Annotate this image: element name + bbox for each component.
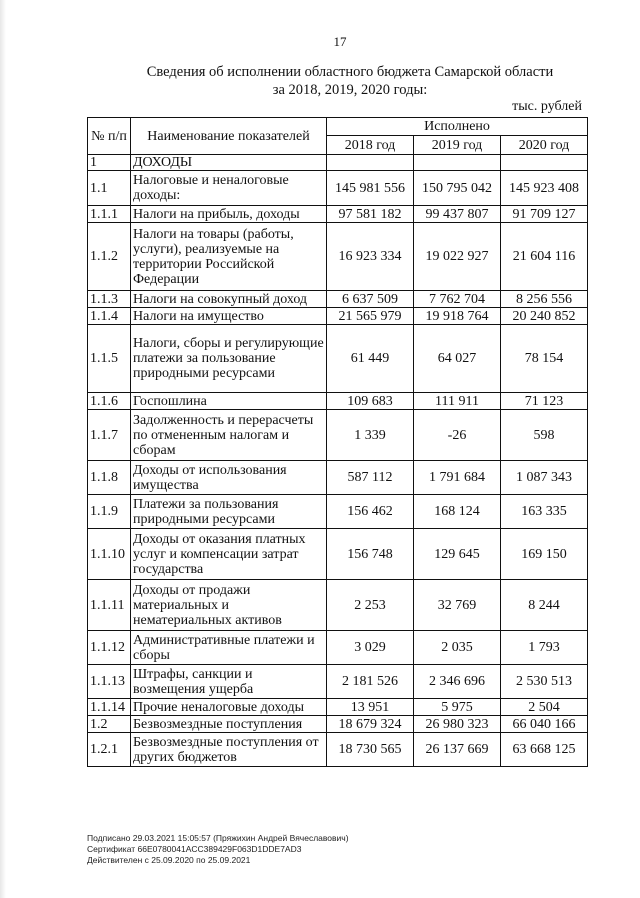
table-row [88,171,588,206]
row-name: Налоги на имущество [131,308,327,325]
row-number: 1.2.1 [88,733,131,767]
row-name: Доходы от использования имущества [131,461,327,495]
title-line-2: за 2018, 2019, 2020 годы: [272,82,428,98]
value-2018: 61 449 [327,325,414,393]
value-2020: 145 923 408 [501,171,588,206]
value-2019: 19 918 764 [414,308,501,325]
value-2020: 63 668 125 [501,733,588,767]
value-2018: 145 981 556 [327,171,414,206]
row-number: 1.1.8 [88,461,131,495]
value-2018: 6 637 509 [327,291,414,308]
value-2019: 2 346 696 [414,665,501,699]
table-row [88,291,588,308]
row-number: 1.1.12 [88,631,131,665]
value-2019: 168 124 [414,495,501,529]
value-2018: 18 679 324 [327,716,414,733]
table-row [88,733,588,767]
value-2020: 91 709 127 [501,206,588,223]
footer-certificate: Сертификат 66E0780041ACC389429F063D1DDE7AD3 [87,844,302,854]
header-year-2019: 2019 год [414,136,501,155]
row-number: 1 [88,155,131,171]
table-row [88,325,588,393]
value-2019: 2 035 [414,631,501,665]
row-number: 1.1.7 [88,410,131,461]
row-name: Госпошлина [131,393,327,410]
header-num: № п/п [88,118,131,155]
value-2019 [414,155,501,171]
value-2018: 16 923 334 [327,223,414,291]
value-2019: 26 980 323 [414,716,501,733]
signature-footer [87,833,349,866]
value-2019: 129 645 [414,529,501,580]
row-name: Налоги на товары (работы, услуги), реализуемые на территории Российской Федерации [131,223,327,291]
table-header [88,118,588,155]
row-name: Безвозмездные поступления [131,716,327,733]
budget-table [87,117,588,767]
value-2018: 156 462 [327,495,414,529]
value-2019: 26 137 669 [414,733,501,767]
footer-signed: Подписано 29.03.2021 15:05:57 (Пряжихин Андрей Вячеславович) [87,833,349,843]
row-name: Административные платежи и сборы [131,631,327,665]
title-line-1: Сведения об исполнении областного бюджета Самарской области [146,64,554,80]
value-2019: 1 791 684 [414,461,501,495]
table-row [88,495,588,529]
table-row [88,155,588,171]
value-2019: 32 769 [414,580,501,631]
value-2019: 5 975 [414,699,501,716]
row-name: Прочие неналоговые доходы [131,699,327,716]
table-row [88,631,588,665]
row-number: 1.1.11 [88,580,131,631]
row-name: Налоги на прибыль, доходы [131,206,327,223]
value-2018: 2 181 526 [327,665,414,699]
row-name: Задолженность и перерасчеты по отмененным налогам и сборам [131,410,327,461]
value-2018 [327,155,414,171]
table-row [88,206,588,223]
table-row [88,529,588,580]
value-2020: 8 256 556 [501,291,588,308]
value-2020: 1 087 343 [501,461,588,495]
value-2019: 19 022 927 [414,223,501,291]
value-2018: 156 748 [327,529,414,580]
row-name: Штрафы, санкции и возмещения ущерба [131,665,327,699]
table-row [88,223,588,291]
value-2018: 97 581 182 [327,206,414,223]
value-2020: 21 604 116 [501,223,588,291]
value-2020: 1 793 [501,631,588,665]
value-2019: 64 027 [414,325,501,393]
value-2018: 2 253 [327,580,414,631]
row-name: Платежи за пользования природными ресурсами [131,495,327,529]
header-year-2018: 2018 год [327,136,414,155]
header-executed: Исполнено [327,118,588,136]
row-number: 1.1.1 [88,206,131,223]
footer-valid: Действителен с 25.09.2020 по 25.09.2021 [87,855,251,865]
value-2020: 66 040 166 [501,716,588,733]
row-number: 1.2 [88,716,131,733]
table-row [88,461,588,495]
table-row [88,580,588,631]
table-body [88,155,588,767]
value-2020: 78 154 [501,325,588,393]
value-2020: 598 [501,410,588,461]
table-row [88,410,588,461]
row-name: Налоговые и неналоговые доходы: [131,171,327,206]
page-number: 17 [333,34,347,49]
value-2020: 20 240 852 [501,308,588,325]
table-row [88,393,588,410]
row-number: 1.1.6 [88,393,131,410]
value-2020: 8 244 [501,580,588,631]
value-2019: 7 762 704 [414,291,501,308]
table-row [88,665,588,699]
header-year-2020: 2020 год [501,136,588,155]
row-number: 1.1.14 [88,699,131,716]
table-row [88,699,588,716]
value-2020: 2 530 513 [501,665,588,699]
row-number: 1.1 [88,171,131,206]
document-title [120,63,580,99]
units-label: тыс. рублей [512,99,582,114]
table-row [88,308,588,325]
value-2018: 18 730 565 [327,733,414,767]
table-row [88,716,588,733]
row-name: Безвозмездные поступления от других бюджетов [131,733,327,767]
row-number: 1.1.13 [88,665,131,699]
header-name: Наименование показателей [131,118,327,155]
value-2020 [501,155,588,171]
value-2018: 109 683 [327,393,414,410]
row-name: ДОХОДЫ [131,155,327,171]
row-number: 1.1.2 [88,223,131,291]
value-2018: 3 029 [327,631,414,665]
value-2020: 71 123 [501,393,588,410]
value-2018: 587 112 [327,461,414,495]
value-2018: 21 565 979 [327,308,414,325]
value-2018: 1 339 [327,410,414,461]
row-name: Доходы от продажи материальных и нематериальных активов [131,580,327,631]
row-name: Налоги на совокупный доход [131,291,327,308]
value-2018: 13 951 [327,699,414,716]
row-name: Налоги, сборы и регулирующие платежи за пользование природными ресурсами [131,325,327,393]
value-2019: 111 911 [414,393,501,410]
row-number: 1.1.4 [88,308,131,325]
value-2019: 150 795 042 [414,171,501,206]
row-name: Доходы от оказания платных услуг и компенсации затрат государства [131,529,327,580]
value-2020: 2 504 [501,699,588,716]
scan-edge [0,0,6,898]
row-number: 1.1.10 [88,529,131,580]
value-2019: -26 [414,410,501,461]
value-2020: 163 335 [501,495,588,529]
row-number: 1.1.9 [88,495,131,529]
row-number: 1.1.3 [88,291,131,308]
row-number: 1.1.5 [88,325,131,393]
value-2019: 99 437 807 [414,206,501,223]
value-2020: 169 150 [501,529,588,580]
